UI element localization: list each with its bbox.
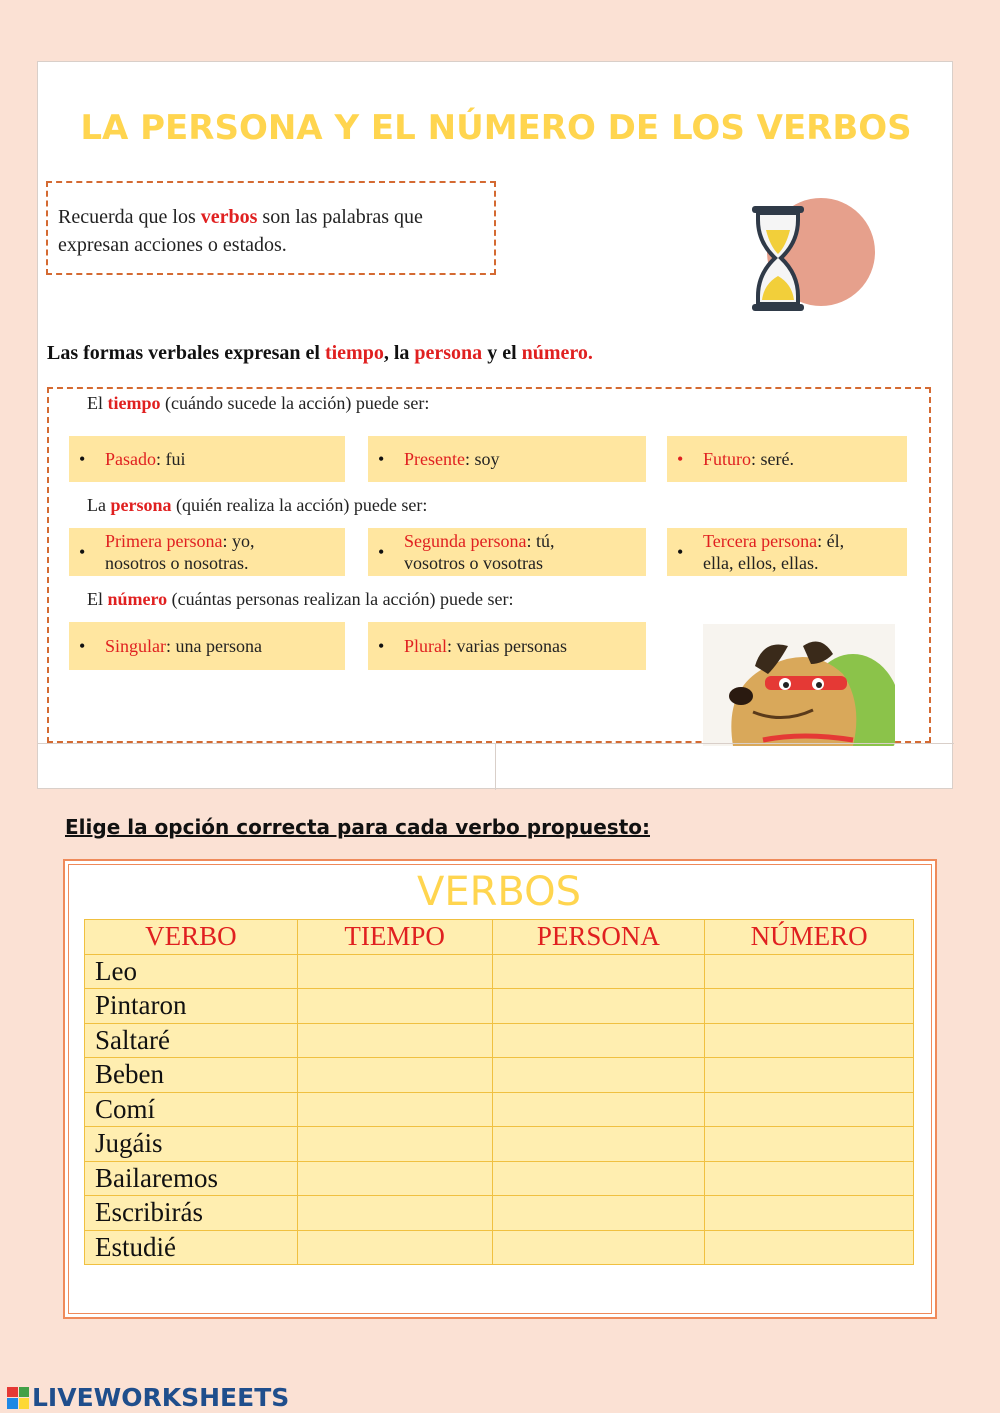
tiempo-answer-dropdown[interactable]: [297, 1023, 492, 1058]
persona-item-primera: [69, 528, 345, 576]
numero-item-plural: [368, 622, 646, 670]
verb-cell: Jugáis: [85, 1127, 298, 1162]
verb-cell: Bailaremos: [85, 1161, 298, 1196]
dog-mascot-image: [703, 624, 895, 746]
formas-persona: persona: [414, 342, 483, 364]
formas-text-1: Las formas verbales expresan el: [47, 342, 325, 364]
verbs-exercise-box: [63, 859, 937, 1319]
numero-intro-word: número: [107, 589, 168, 609]
definition: : yo, nosotros o nosotras.: [105, 531, 255, 573]
persona-intro-word: persona: [110, 495, 172, 515]
numero-answer-dropdown[interactable]: [705, 1196, 914, 1231]
header-persona: PERSONA: [492, 920, 705, 955]
formas-text-3: y el: [482, 342, 522, 364]
logo-blocks-icon: [7, 1387, 29, 1409]
reminder-box: [46, 181, 496, 275]
persona-answer-dropdown[interactable]: [492, 1196, 705, 1231]
table-row: [85, 1058, 914, 1093]
verb-cell: Comí: [85, 1092, 298, 1127]
term: Segunda persona: [404, 531, 527, 551]
tiempo-intro: [87, 393, 429, 414]
table-row: [85, 989, 914, 1024]
definition: : fui: [156, 449, 186, 469]
definition: : él, ella, ellos, ellas.: [703, 531, 845, 573]
header-verbo: VERBO: [85, 920, 298, 955]
numero-answer-dropdown[interactable]: [705, 954, 914, 989]
formas-numero: número.: [521, 342, 593, 364]
tiempo-answer-dropdown[interactable]: [297, 1127, 492, 1162]
tiempo-answer-dropdown[interactable]: [297, 1230, 492, 1265]
verb-cell: Leo: [85, 954, 298, 989]
definition: : una persona: [166, 636, 262, 656]
numero-item-singular: [69, 622, 345, 670]
table-row: [85, 1196, 914, 1231]
numero-answer-dropdown[interactable]: [705, 989, 914, 1024]
tiempo-answer-dropdown[interactable]: [297, 989, 492, 1024]
tiempo-intro-a: El: [87, 393, 108, 413]
verb-cell: Pintaron: [85, 989, 298, 1024]
verbs-table-body: [85, 954, 914, 1265]
tiempo-answer-dropdown[interactable]: [297, 1196, 492, 1231]
numero-intro: [87, 589, 514, 610]
reminder-highlight: verbos: [200, 206, 258, 228]
empty-row-separator: [38, 743, 954, 790]
header-tiempo: TIEMPO: [297, 920, 492, 955]
numero-intro-b: (cuántas personas realizan la acción) puede ser:: [167, 589, 514, 609]
table-row: [85, 1127, 914, 1162]
formas-tiempo: tiempo: [324, 342, 384, 364]
persona-answer-dropdown[interactable]: [492, 989, 705, 1024]
numero-answer-dropdown[interactable]: [705, 1058, 914, 1093]
verbs-table: [84, 919, 914, 1265]
logo-text: LIVEWORKSHEETS: [32, 1383, 290, 1412]
tiempo-intro-b: (cuándo sucede la acción) puede ser:: [160, 393, 430, 413]
tiempo-intro-word: tiempo: [107, 393, 161, 413]
concepts-box: [47, 387, 931, 743]
reminder-text-start: Recuerda que los: [58, 206, 201, 228]
table-row: [85, 1161, 914, 1196]
persona-answer-dropdown[interactable]: [492, 1127, 705, 1162]
numero-intro-a: El: [87, 589, 108, 609]
page-title: LA PERSONA Y EL NÚMERO DE LOS VERBOS: [80, 108, 912, 148]
persona-answer-dropdown[interactable]: [492, 954, 705, 989]
verb-cell: Saltaré: [85, 1023, 298, 1058]
tiempo-answer-dropdown[interactable]: [297, 1161, 492, 1196]
term: Pasado: [105, 449, 156, 469]
persona-answer-dropdown[interactable]: [492, 1023, 705, 1058]
persona-answer-dropdown[interactable]: [492, 1161, 705, 1196]
verbs-table-title: VERBOS: [416, 869, 582, 915]
persona-answer-dropdown[interactable]: [492, 1230, 705, 1265]
tiempo-item-presente: [368, 436, 646, 482]
definition: : seré.: [751, 449, 794, 469]
hourglass-image: [726, 180, 896, 330]
verb-cell: Estudié: [85, 1230, 298, 1265]
numero-answer-dropdown[interactable]: [705, 1230, 914, 1265]
table-row: [85, 954, 914, 989]
definition: : varias personas: [447, 636, 567, 656]
numero-answer-dropdown[interactable]: [705, 1092, 914, 1127]
separator-divider: [495, 744, 496, 790]
persona-item-tercera: [667, 528, 907, 576]
definition: : tú, vosotros o vosotras: [404, 531, 555, 573]
table-row: [85, 1092, 914, 1127]
tiempo-answer-dropdown[interactable]: [297, 1092, 492, 1127]
worksheet-card: [37, 61, 953, 789]
exercise-instruction: Elige la opción correcta para cada verbo propuesto:: [65, 815, 650, 839]
reminder-text-end: son las palabras que expresan acciones o estados.: [58, 206, 423, 256]
persona-answer-dropdown[interactable]: [492, 1058, 705, 1093]
numero-answer-dropdown[interactable]: [705, 1161, 914, 1196]
numero-answer-dropdown[interactable]: [705, 1023, 914, 1058]
verb-cell: Beben: [85, 1058, 298, 1093]
persona-answer-dropdown[interactable]: [492, 1092, 705, 1127]
formas-text-2: , la: [383, 342, 415, 364]
term: Primera persona: [105, 531, 223, 551]
table-row: [85, 1023, 914, 1058]
liveworksheets-logo: [7, 1383, 289, 1412]
persona-item-segunda: [368, 528, 646, 576]
term: Tercera persona: [703, 531, 818, 551]
persona-intro-a: La: [87, 495, 111, 515]
persona-intro-b: (quién realiza la acción) puede ser:: [171, 495, 428, 515]
term: Singular: [105, 636, 166, 656]
tiempo-answer-dropdown[interactable]: [297, 1058, 492, 1093]
term: Futuro: [703, 449, 752, 469]
tiempo-item-futuro: [667, 436, 907, 482]
formas-sentence: [47, 342, 593, 365]
numero-answer-dropdown[interactable]: [705, 1127, 914, 1162]
tiempo-item-pasado: [69, 436, 345, 482]
definition: : soy: [464, 449, 500, 469]
term: Plural: [404, 636, 447, 656]
term: Presente: [404, 449, 465, 469]
verb-cell: Escribirás: [85, 1196, 298, 1231]
persona-intro: [87, 495, 427, 516]
table-row: [85, 1230, 914, 1265]
tiempo-answer-dropdown[interactable]: [297, 954, 492, 989]
header-numero: NÚMERO: [705, 920, 914, 955]
table-header-row: [85, 920, 914, 955]
